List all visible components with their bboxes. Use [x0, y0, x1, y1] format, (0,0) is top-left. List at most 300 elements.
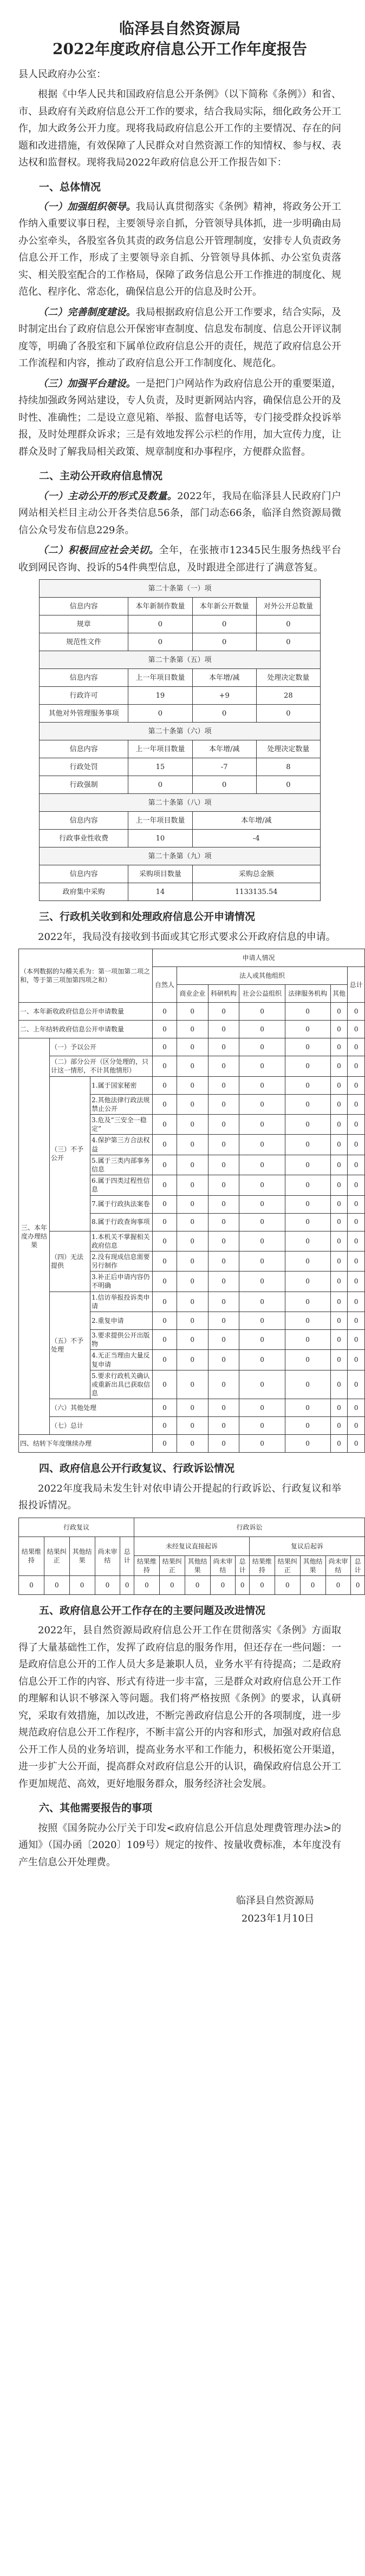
table-cell: 0: [330, 1435, 348, 1453]
section-1-1-text: 我局认真贯彻落实《条例》精神，将政务公开工作纳入重要议事日程，主要领导亲自抓，分管领导具体抓，进一步明确由局办公室牵头，各股室各负其责的政务信息公开管理制度，安排专人负责政务信息公开工作，形成了主要领导亲自抓、分管领导具体抓、办公室负责落实、相关股室配合的工作格局，保障了政务信息公开工作推进的制度化、规范化、程序化、常态化，确保信息公开的信息及时公开。: [18, 201, 342, 298]
table-cell: 0: [153, 1399, 177, 1417]
table-cell: 0: [348, 1021, 365, 1038]
result-item: 5.属于三类内部事务信息: [90, 1155, 153, 1175]
table-cell: 8: [256, 758, 320, 776]
table-cell: 0: [348, 1330, 365, 1350]
table-row: [40, 883, 321, 901]
table-cell: 0: [177, 1417, 208, 1435]
litigation-header: 行政诉讼: [134, 1518, 365, 1537]
table-cell: 0: [239, 1213, 285, 1231]
research-header: 科研机构: [208, 985, 239, 1003]
table-cell: +9: [192, 687, 256, 705]
table-cell: 0: [128, 633, 192, 651]
result-category: （四）无法提供: [50, 1231, 90, 1292]
table-cell: 0: [208, 1175, 239, 1195]
table-header: 本年增/减: [192, 669, 256, 687]
other-header: 其他: [330, 985, 348, 1003]
table-cell: 0: [208, 1003, 239, 1021]
table-cell: 0: [285, 1435, 330, 1453]
table-cell: 0: [177, 1195, 208, 1213]
result-item: 1.本机关不掌握相关政府信息: [90, 1231, 153, 1251]
result-item: 3.补正后申请内容仍不明确: [90, 1272, 153, 1292]
section-2-1: [18, 488, 341, 539]
table-cell: 0: [348, 1312, 365, 1330]
table-cell: 0: [177, 1003, 208, 1021]
result-item: 6.属于四类过程性信息: [90, 1175, 153, 1195]
table-cell: 0: [208, 1417, 239, 1435]
application-handling-table: [18, 949, 365, 1453]
result-item: 5.要求行政机关确认或重新出具已获取信息: [90, 1370, 153, 1399]
table-cell: 0: [208, 1435, 239, 1453]
table-cell: 0: [153, 1350, 177, 1370]
table-cell: 0: [239, 1370, 285, 1399]
table-cell: 0: [285, 1135, 330, 1155]
col-header: 结果维持: [250, 1555, 275, 1575]
table-cell: 0: [239, 1350, 285, 1370]
table-cell: 0: [177, 1435, 208, 1453]
table-cell: 15: [128, 758, 192, 776]
table-row: [19, 1056, 365, 1076]
table-cell: 0: [153, 1251, 177, 1271]
table-cell: 0: [208, 1021, 239, 1038]
col-header: 总计: [236, 1555, 250, 1575]
section-1-1-title: （一）加强组织领导。: [38, 201, 136, 213]
table-cell: 0: [285, 1003, 330, 1021]
no-review-header: 未经复议直接起诉: [134, 1537, 250, 1555]
table-header: 上一年项目数量: [128, 740, 192, 758]
result-item: 2.重复申请: [90, 1312, 153, 1330]
table-section-header: 第二十条第（五）项: [40, 651, 321, 669]
result-item: 2.没有现成信息需要另行制作: [90, 1251, 153, 1271]
table-cell: 0: [153, 1330, 177, 1350]
table-cell: 0: [153, 1175, 177, 1195]
section-1-2-title: （二）完善制度建设。: [38, 306, 136, 318]
table-header: 上一年项目数量: [128, 669, 192, 687]
table-cell: 0: [239, 1399, 285, 1417]
table-cell: 0: [330, 1330, 348, 1350]
table-cell: 0: [153, 1231, 177, 1251]
table-cell: 0: [208, 1251, 239, 1271]
result-category: （二）部分公开（区分处理的，只计这一情形，不计其他情形）: [50, 1056, 153, 1076]
result-item: 1.信访举报投诉类申请: [90, 1292, 153, 1312]
table-row: [40, 830, 321, 847]
table-cell: 0: [348, 1272, 365, 1292]
table-cell: 0: [285, 1370, 330, 1399]
table-cell: 0: [330, 1115, 348, 1135]
table-cell: 0: [348, 1231, 365, 1251]
table-cell: 1133135.54: [192, 883, 320, 901]
table-cell: 0: [177, 1272, 208, 1292]
table-cell: 0: [330, 1155, 348, 1175]
table-cell: 行政处罚: [40, 758, 128, 776]
table-corner-note: （本列数据的勾稽关系为：第一项加第二项之和，等于第三项加第四项之和）: [19, 949, 153, 1003]
after-review-header: 复议后起诉: [250, 1537, 365, 1555]
table-section-header: 第二十条第（六）项: [40, 723, 321, 740]
table-cell: 0: [153, 1213, 177, 1231]
table-cell: 0: [285, 1021, 330, 1038]
table-cell: 0: [208, 1056, 239, 1076]
table-cell: 0: [208, 1155, 239, 1175]
section-4-text: 2022年度我局未发生针对依申请公开提起的行政诉讼、行政复议和举报投诉情况。: [18, 1482, 341, 1512]
table-cell: 0: [285, 1251, 330, 1271]
table-cell: 0: [325, 1576, 351, 1595]
section-2-1-text: 2022年，我局在临泽县人民政府门户网站相关栏目主动公开各类信息56条，部门动态66条，临泽自然资源局微信公众号发布信息229条。: [18, 490, 341, 536]
table-cell: 0: [330, 1292, 348, 1312]
report-title: [18, 18, 341, 59]
signature-block: [18, 1892, 314, 1928]
table-cell: 0: [153, 1292, 177, 1312]
table-cell: 0: [348, 1399, 365, 1417]
table-cell: 0: [153, 1038, 177, 1056]
col-header: 尚未审结: [95, 1537, 120, 1575]
result-item: 4.保护第三方合法权益: [90, 1135, 153, 1155]
table-cell: 14: [128, 883, 192, 901]
table-cell: 0: [134, 1576, 160, 1595]
section-2-heading: 二、主动公开政府信息情况: [39, 470, 163, 482]
row-label: 一、本年新收政府信息公开申请数量: [19, 1003, 153, 1021]
natural-person-header: 自然人: [153, 967, 177, 1003]
applicant-header: 申请人情况: [153, 949, 365, 967]
table-cell: 0: [177, 1021, 208, 1038]
table-cell: 规章: [40, 615, 128, 633]
table-cell: 0: [177, 1312, 208, 1330]
table-cell: 0: [177, 1135, 208, 1155]
table-cell: 0: [285, 1056, 330, 1076]
table-row: [19, 1399, 365, 1417]
table-cell: 0: [192, 615, 256, 633]
table-cell: 0: [330, 1038, 348, 1056]
table-cell: 0: [177, 1292, 208, 1312]
table-cell: 0: [208, 1350, 239, 1370]
section-2-2-title: （二）积极回应社会关切。: [38, 545, 159, 557]
table-cell: 0: [330, 1231, 348, 1251]
table-header: 处理决定数量: [256, 740, 320, 758]
table-cell: 0: [177, 1399, 208, 1417]
table-cell: 0: [192, 633, 256, 651]
table-cell: 0: [239, 1330, 285, 1350]
table-cell: 0: [348, 1195, 365, 1213]
table-cell: 0: [348, 1155, 365, 1175]
table-cell: 0: [285, 1213, 330, 1231]
social-header: 社会公益组织: [239, 985, 285, 1003]
table-cell: 0: [239, 1003, 285, 1021]
table-cell: 0: [153, 1115, 177, 1135]
table-header: 上一年项目数量: [128, 812, 192, 830]
table-cell: 0: [256, 615, 320, 633]
title-line-2: 2022年度政府信息公开工作年度报告: [53, 39, 307, 58]
table-cell: 0: [348, 1076, 365, 1094]
section-2-2-text: 全年，在张掖市12345民生服务热线平台收到网民咨询、投诉的54件典型信息，及时跟进全部进行了满意答复。: [18, 545, 341, 573]
table-cell: 0: [330, 1213, 348, 1231]
table-cell: 0: [44, 1576, 69, 1595]
table-row: [19, 1292, 365, 1312]
table-cell: 0: [348, 1135, 365, 1155]
table-cell: 0: [348, 1115, 365, 1135]
table-cell: 0: [285, 1195, 330, 1213]
total-header: 总计: [348, 967, 365, 1003]
table-cell: 0: [177, 1175, 208, 1195]
table-cell: 0: [348, 1175, 365, 1195]
table-cell: 0: [177, 1076, 208, 1094]
table-cell: 0: [128, 615, 192, 633]
table-cell: 0: [153, 1021, 177, 1038]
section-5-heading: 五、政府信息公开工作存在的主要问题及改进情况: [39, 1605, 266, 1617]
table-cell: 0: [177, 1330, 208, 1350]
result-category: （五）不予处理: [50, 1292, 90, 1399]
table-cell: 0: [69, 1576, 95, 1595]
table-header: 信息内容: [40, 740, 128, 758]
table-cell: 0: [153, 1003, 177, 1021]
table-cell: 0: [330, 1175, 348, 1195]
table-cell: 0: [239, 1231, 285, 1251]
table-header: 本年增/减: [192, 740, 256, 758]
table-cell: 0: [285, 1330, 330, 1350]
table-cell: 0: [153, 1076, 177, 1094]
result-item: 2.其他法律行政法规禁止公开: [90, 1094, 153, 1114]
table-cell: 0: [239, 1292, 285, 1312]
table-row: [19, 1076, 365, 1094]
table-row: [40, 687, 321, 705]
table-cell: 0: [348, 1292, 365, 1312]
table-cell: 0: [210, 1576, 236, 1595]
table-cell: 0: [348, 1417, 365, 1435]
table-section-header: 第二十条第（九）项: [40, 847, 321, 865]
section-1-2-text: 我局根据政府信息公开工作要求，结合实际，及时制定出台了政府信息公开保密审查制度、信息发布制度、信息公开评议制度等，明确了各股室和下属单位政府信息公开的责任，规范了政府信息公开工作流程和内容，推动了政府信息公开工作制度化、规范化。: [18, 306, 342, 369]
table-cell: 0: [208, 1038, 239, 1056]
table-row: [40, 705, 321, 723]
table-cell: 0: [285, 1312, 330, 1330]
section-3-heading: 三、行政机关收到和处理政府信息公开申请情况: [39, 911, 256, 923]
table-cell: 0: [348, 1251, 365, 1271]
col-header: 结果维持: [19, 1537, 44, 1575]
table-header: 采购总金额: [192, 865, 320, 883]
table-cell: 0: [208, 1076, 239, 1094]
col-header: 总计: [351, 1555, 365, 1575]
review-header: 行政复议: [19, 1518, 134, 1537]
table-cell: 0: [348, 1435, 365, 1453]
table-cell: 0: [153, 1312, 177, 1330]
table-cell: 0: [275, 1576, 300, 1595]
table-cell: 0: [330, 1312, 348, 1330]
row-label: 四、结转下年度继续办理: [19, 1435, 153, 1453]
result-category: （三）不予公开: [50, 1076, 90, 1231]
section-2-2: [18, 542, 341, 576]
table-cell: 0: [192, 705, 256, 723]
table-cell: 行政许可: [40, 687, 128, 705]
table-cell: 0: [208, 1399, 239, 1417]
section-1-3-title: （三）加强平台建设。: [38, 378, 136, 389]
table-cell: 0: [285, 1272, 330, 1292]
table-row: [40, 776, 321, 794]
table-header: 信息内容: [40, 669, 128, 687]
table-cell: 0: [208, 1312, 239, 1330]
section-1-1: [18, 198, 341, 301]
table-cell: 0: [239, 1312, 285, 1330]
table-cell: 0: [285, 1231, 330, 1251]
table-cell: 0: [159, 1576, 185, 1595]
table-row: [19, 1435, 365, 1453]
table-cell: 0: [330, 1350, 348, 1370]
section-2-1-title: （一）主动公开的形式及数量。: [38, 490, 178, 502]
table-cell: 0: [239, 1135, 285, 1155]
table-cell: 0: [330, 1251, 348, 1271]
section-1-heading: 一、总体情况: [39, 181, 101, 193]
table-cell: 0: [153, 1370, 177, 1399]
table-header: 对外公开总数量: [256, 598, 320, 615]
result-item: 3.危及“三安全一稳定”: [90, 1115, 153, 1135]
table-cell: 0: [330, 1399, 348, 1417]
table-cell: 0: [153, 1417, 177, 1435]
table-cell: 0: [19, 1576, 44, 1595]
table-cell: 0: [208, 1135, 239, 1155]
table-cell: 0: [285, 1115, 330, 1135]
table-cell: 0: [330, 1021, 348, 1038]
table-cell: 0: [153, 1094, 177, 1114]
table-cell: 0: [285, 1155, 330, 1175]
col-header: 尚未审结: [325, 1555, 351, 1575]
table-cell: 0: [285, 1094, 330, 1114]
table-cell: 0: [330, 1056, 348, 1076]
table-cell: 0: [351, 1576, 365, 1595]
table-cell: 行政强制: [40, 776, 128, 794]
intro-paragraph: 根据《中华人民共和国政府信息公开条例》（以下简称《条例》）和省、市、县政府有关政府信息公开工作的要求，结合我局实际，细化政务公开工作，加大政务公开力度。现将我局政府信息公开工作的主要情况、存在的问题和改进措施，有效保障了人民群众对自然资源工作的知情权、参与权、表达权和监督权。现将我局2022年政府信息公开工作报告如下：: [18, 89, 341, 169]
table-cell: 政府集中采购: [40, 883, 128, 901]
table-cell: 0: [120, 1576, 134, 1595]
title-line-1: 临泽县自然资源局: [119, 19, 240, 37]
table-header: 信息内容: [40, 812, 128, 830]
table-cell: 0: [95, 1576, 120, 1595]
table-cell: 0: [239, 1056, 285, 1076]
table-cell: 0: [128, 705, 192, 723]
table-cell: 0: [192, 776, 256, 794]
table-cell: 0: [208, 1115, 239, 1135]
table-cell: 0: [153, 1272, 177, 1292]
table-header: 本年增/减: [192, 812, 320, 830]
table-cell: 28: [256, 687, 320, 705]
table-cell: 0: [239, 1038, 285, 1056]
table-row: [40, 633, 321, 651]
table-cell: 行政事业性收费: [40, 830, 128, 847]
table-cell: 0: [348, 1370, 365, 1399]
result-item: 7.属于行政执法案卷: [90, 1195, 153, 1213]
proactive-disclosure-table: [39, 579, 321, 901]
table-cell: 0: [208, 1231, 239, 1251]
result-category: （七）总计: [50, 1417, 153, 1435]
table-cell: 0: [128, 776, 192, 794]
table-row: [19, 1231, 365, 1251]
table-cell: 0: [239, 1021, 285, 1038]
table-cell: 规范性文件: [40, 633, 128, 651]
result-group-label: 三、本年度办理结果: [19, 1038, 50, 1435]
table-row: [19, 1038, 365, 1056]
table-cell: 0: [239, 1094, 285, 1114]
result-item: 8.属于行政查询事项: [90, 1213, 153, 1231]
table-cell: 19: [128, 687, 192, 705]
section-3-text: 2022年，我局没有接收到书面或其它形式要求公开政府信息的申请。: [38, 931, 336, 943]
table-cell: 0: [348, 1003, 365, 1021]
table-cell: 0: [153, 1155, 177, 1175]
table-cell: 0: [348, 1213, 365, 1231]
table-row: [19, 1417, 365, 1435]
table-cell: 0: [239, 1417, 285, 1435]
col-header: 结果纠正: [159, 1555, 185, 1575]
table-cell: 0: [177, 1231, 208, 1251]
table-cell: -7: [192, 758, 256, 776]
table-cell: 0: [236, 1576, 250, 1595]
table-cell: 0: [330, 1370, 348, 1399]
table-cell: 0: [285, 1350, 330, 1370]
table-cell: 0: [208, 1292, 239, 1312]
table-cell: 0: [153, 1056, 177, 1076]
signature-date: 2023年1月10日: [241, 1912, 314, 1924]
table-cell: 0: [177, 1350, 208, 1370]
result-item: 1.属于国家秘密: [90, 1076, 153, 1094]
table-cell: 0: [177, 1155, 208, 1175]
table-cell: 0: [285, 1399, 330, 1417]
table-cell: 0: [208, 1094, 239, 1114]
col-header: 结果纠正: [275, 1555, 300, 1575]
table-cell: 0: [177, 1370, 208, 1399]
table-cell: 0: [256, 633, 320, 651]
section-6-heading: 六、其他需要报告的事项: [39, 1802, 153, 1815]
table-cell: 0: [330, 1272, 348, 1292]
result-category: （一）予以公开: [50, 1038, 153, 1056]
table-cell: 0: [239, 1251, 285, 1271]
table-cell: 0: [285, 1038, 330, 1056]
table-cell: 0: [239, 1076, 285, 1094]
table-cell: 0: [256, 705, 320, 723]
table-cell: 0: [330, 1195, 348, 1213]
table-cell: 0: [239, 1195, 285, 1213]
table-cell: 0: [348, 1094, 365, 1114]
table-cell: 0: [330, 1003, 348, 1021]
section-1-3: [18, 375, 341, 461]
table-cell: 0: [300, 1576, 325, 1595]
table-header: 信息内容: [40, 598, 128, 615]
table-cell: 0: [208, 1330, 239, 1350]
table-cell: 0: [153, 1435, 177, 1453]
table-header: 采购项目数量: [128, 865, 192, 883]
table-cell: 0: [208, 1370, 239, 1399]
table-cell: 0: [330, 1094, 348, 1114]
table-cell: -4: [192, 830, 320, 847]
table-cell: 0: [348, 1038, 365, 1056]
col-header: 结果纠正: [44, 1537, 69, 1575]
col-header: 尚未审结: [210, 1555, 236, 1575]
table-cell: 0: [239, 1272, 285, 1292]
col-header: 结果维持: [134, 1555, 160, 1575]
table-cell: 0: [330, 1076, 348, 1094]
table-cell: 0: [177, 1056, 208, 1076]
table-cell: 10: [128, 830, 192, 847]
section-6-text: 按照《国务院办公厅关于印发<政府信息公开信息处理费管理办法>的通知》（国办函〔2020〕109号）规定的按件、按量收费标准，本年度没有产生信息公开处理费。: [18, 1822, 341, 1868]
table-cell: 0: [239, 1435, 285, 1453]
table-section-header: 第二十条第（一）项: [40, 580, 321, 598]
table-cell: 0: [330, 1417, 348, 1435]
col-header: 其他结果: [185, 1555, 210, 1575]
legal-group-header: 法人或其他组织: [177, 967, 348, 985]
section-1-3-text: 一是把门户网站作为政府信息公开的重要渠道，持续加强政务网站建设，专人负责，及时更新网站内容，确保信息公开的及时性、准确性；二是设立意见箱、举报、监督电话等，专门接受群众投诉举报，及时处理群众诉求；三是有效地发挥公示栏的作用，加大宣传力度，让群众及时了解我局相关政策、规章制度和办事程序，方便群众监督。: [18, 378, 342, 458]
result-category: （六）其他处理: [50, 1399, 153, 1417]
table-cell: 0: [177, 1251, 208, 1271]
commercial-header: 商业企业: [177, 985, 208, 1003]
col-header: 总计: [120, 1537, 134, 1575]
table-cell: 0: [285, 1175, 330, 1195]
table-cell: 0: [153, 1195, 177, 1213]
table-cell: 0: [208, 1213, 239, 1231]
table-cell: 0: [239, 1175, 285, 1195]
signature-org: 临泽县自然资源局: [236, 1895, 314, 1907]
